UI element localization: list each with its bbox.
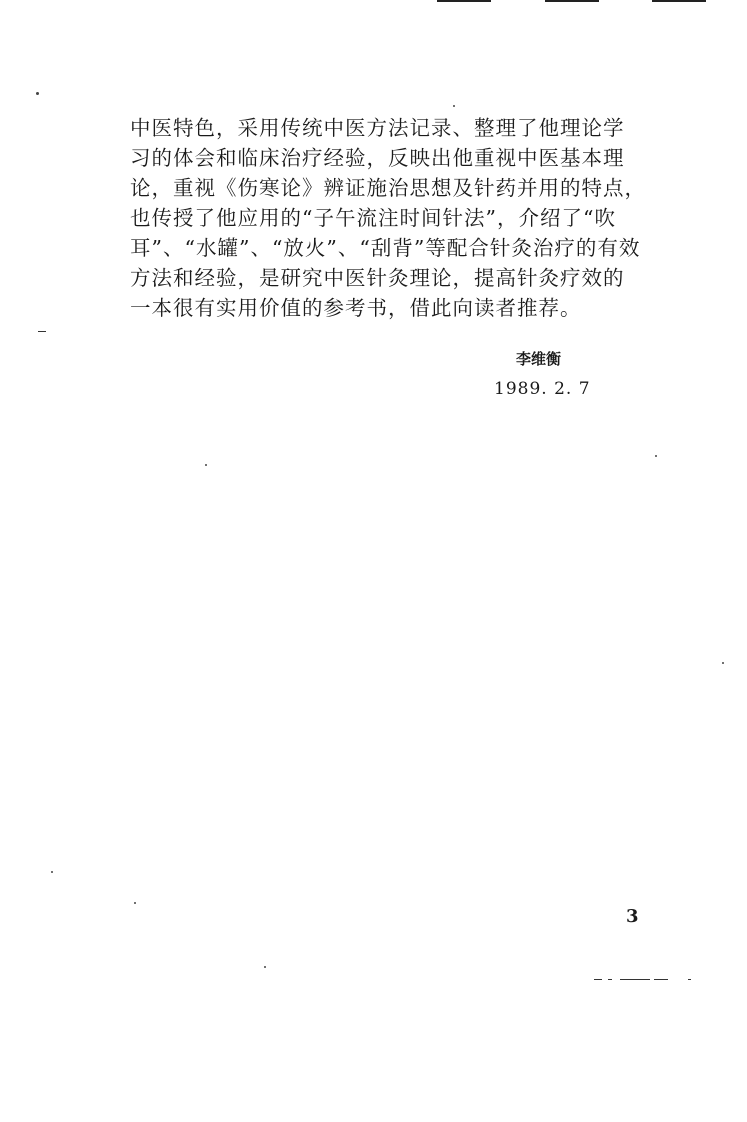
author-signature: 李维衡 — [516, 350, 562, 368]
text-line-2: 习的体会和临床治疗经验，反映出他重视中医基本理 — [130, 146, 625, 170]
scan-speck — [655, 455, 657, 457]
top-rule-3 — [652, 0, 706, 2]
text-line-5: 耳”、“水罐”、“放火”、“刮背”等配合针灸治疗的有效 — [130, 236, 641, 260]
scan-speck — [205, 464, 207, 466]
scan-speck — [264, 966, 266, 968]
scan-speck — [453, 105, 455, 107]
scan-mark — [620, 979, 650, 980]
scan-speck — [134, 902, 136, 904]
scan-speck — [51, 871, 53, 873]
text-line-1: 中医特色，采用传统中医方法记录、整理了他理论学 — [130, 116, 625, 140]
top-rule-2 — [545, 0, 599, 2]
scan-speck — [36, 92, 39, 95]
scan-mark — [654, 979, 668, 980]
top-rule-1 — [437, 0, 491, 2]
foreword-text — [130, 113, 660, 323]
scan-mark — [38, 331, 46, 332]
scan-mark — [688, 979, 691, 980]
signature-date: 1989. 2. 7 — [494, 379, 591, 399]
text-line-6: 方法和经验，是研究中医针灸理论，提高针灸疗效的 — [130, 266, 625, 290]
page-number: 3 — [626, 906, 639, 927]
text-line-7: 一本很有实用价值的参考书，借此向读者推荐。 — [130, 296, 582, 320]
scan-speck — [722, 662, 724, 664]
scan-mark — [594, 979, 602, 980]
scan-mark — [608, 979, 612, 980]
text-line-4: 也传授了他应用的“子午流注时间针法”，介绍了“吹 — [130, 206, 616, 230]
text-line-3: 论，重视《伤寒论》辨证施治思想及针药并用的特点， — [130, 176, 646, 200]
